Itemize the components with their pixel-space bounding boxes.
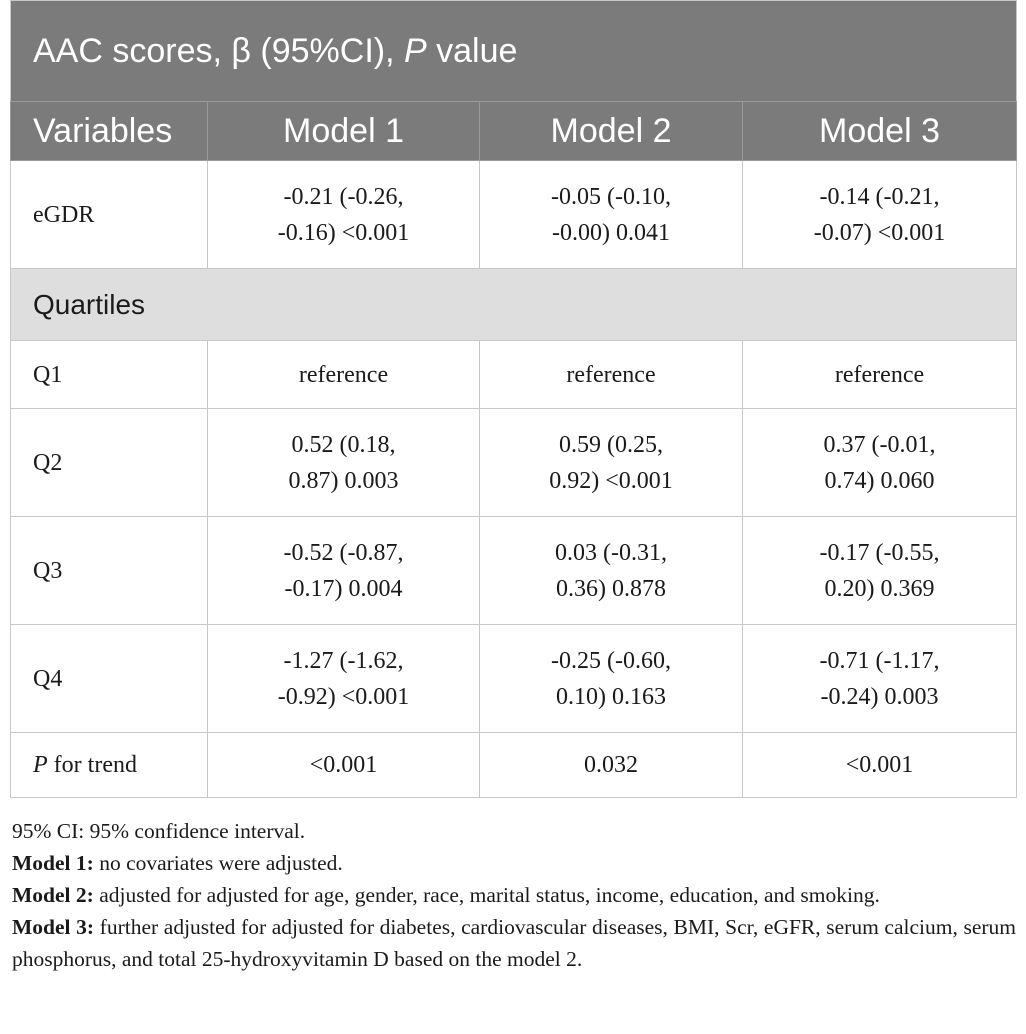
footnote-ci: 95% CI: 95% confidence interval.	[12, 819, 306, 843]
cell-q2-model2: 0.59 (0.25, 0.92) <0.001	[480, 409, 743, 517]
section-label-quartiles: Quartiles	[11, 269, 1017, 341]
cell-q4-model2: -0.25 (-0.60, 0.10) 0.163	[480, 625, 743, 733]
table-row-egdr	[11, 161, 1017, 269]
header-model-2: Model 2	[480, 102, 743, 161]
cell-q4-model1: -1.27 (-1.62, -0.92) <0.001	[208, 625, 480, 733]
cell-q3-model3: -0.17 (-0.55, 0.20) 0.369	[743, 517, 1017, 625]
table-title: AAC scores, β (95%CI), P value	[11, 1, 1017, 102]
cell-q1-model3: reference	[743, 341, 1017, 409]
header-model-3: Model 3	[743, 102, 1017, 161]
footnote-model3: Model 3: further adjusted for adjusted for diabetes, cardiovascular diseases, BMI, Scr, eGFR, serum calcium, serum phosphorus, and total 25-hydroxyvitamin D based on the model 2.	[12, 915, 1016, 971]
table-row-q2	[11, 409, 1017, 517]
cell-q1-model1: reference	[208, 341, 480, 409]
section-row-quartiles	[11, 269, 1017, 341]
row-label-q4: Q4	[11, 625, 208, 733]
cell-q3-model2: 0.03 (-0.31, 0.36) 0.878	[480, 517, 743, 625]
results-table	[10, 0, 1017, 798]
footnote-model1: Model 1: no covariates were adjusted.	[12, 851, 343, 875]
cell-egdr-model3: -0.14 (-0.21, -0.07) <0.001	[743, 161, 1017, 269]
table-footnotes	[12, 815, 1016, 975]
cell-trend-model1: <0.001	[208, 733, 480, 798]
cell-egdr-model2: -0.05 (-0.10, -0.00) 0.041	[480, 161, 743, 269]
row-label-trend: P for trend	[11, 733, 208, 798]
row-label-q1: Q1	[11, 341, 208, 409]
table-row-q4	[11, 625, 1017, 733]
cell-trend-model3: <0.001	[743, 733, 1017, 798]
row-label-q2: Q2	[11, 409, 208, 517]
table-row-trend	[11, 733, 1017, 798]
cell-q2-model3: 0.37 (-0.01, 0.74) 0.060	[743, 409, 1017, 517]
row-label-egdr: eGDR	[11, 161, 208, 269]
cell-egdr-model1: -0.21 (-0.26, -0.16) <0.001	[208, 161, 480, 269]
footnote-model2: Model 2: adjusted for adjusted for age, gender, race, marital status, income, education, and smoking.	[12, 883, 880, 907]
cell-q4-model3: -0.71 (-1.17, -0.24) 0.003	[743, 625, 1017, 733]
table-title-row	[11, 1, 1017, 102]
table-row-q1	[11, 341, 1017, 409]
cell-q3-model1: -0.52 (-0.87, -0.17) 0.004	[208, 517, 480, 625]
row-label-q3: Q3	[11, 517, 208, 625]
table-row-q3	[11, 517, 1017, 625]
header-row	[11, 102, 1017, 161]
header-model-1: Model 1	[208, 102, 480, 161]
cell-q2-model1: 0.52 (0.18, 0.87) 0.003	[208, 409, 480, 517]
header-variables: Variables	[11, 102, 208, 161]
cell-trend-model2: 0.032	[480, 733, 743, 798]
cell-q1-model2: reference	[480, 341, 743, 409]
